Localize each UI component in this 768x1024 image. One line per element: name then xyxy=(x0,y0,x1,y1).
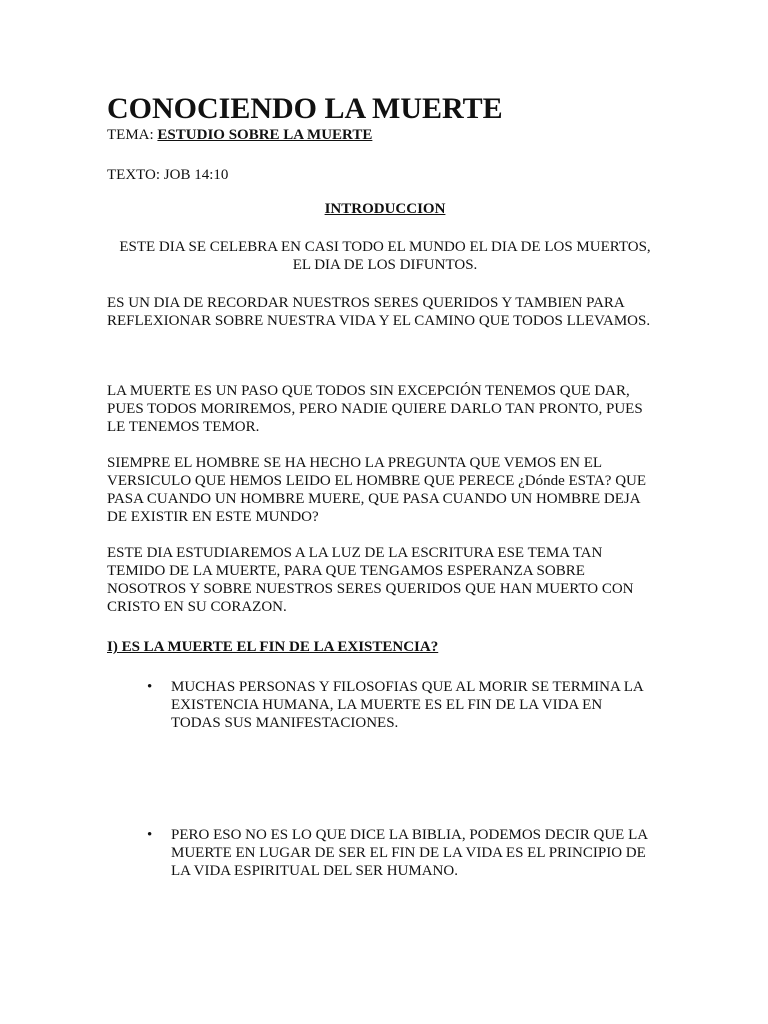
text-line: MUCHAS PERSONAS Y FILOSOFIAS QUE AL MORIR SE TERMINA LA xyxy=(171,679,644,695)
text-line: LE TENEMOS TEMOR. xyxy=(107,419,260,435)
text-line: CRISTO EN SU CORAZON. xyxy=(107,599,287,615)
text-line: SIEMPRE EL HOMBRE SE HA HECHO LA PREGUNTA QUE VEMOS EN EL xyxy=(107,455,603,471)
texto-line: TEXTO: JOB 14:10 xyxy=(107,167,229,183)
text-line: LA MUERTE ES UN PASO QUE TODOS SIN EXCEPCIÓN TENEMOS QUE DAR, xyxy=(107,383,630,399)
text-line: REFLEXIONAR SOBRE NUESTRA VIDA Y EL CAMINO QUE TODOS LLEVAMOS. xyxy=(107,313,651,329)
text-line: PASA CUANDO UN HOMBRE MUERE, QUE PASA CUANDO UN HOMBRE DEJA xyxy=(107,491,641,507)
text-line: TODAS SUS MANIFESTACIONES. xyxy=(171,715,399,731)
section-heading: I) ES LA MUERTE EL FIN DE LA EXISTENCIA? xyxy=(107,639,439,655)
tema-line xyxy=(107,126,663,144)
text-line: ESTE DIA SE CELEBRA EN CASI TODO EL MUNDO EL DIA DE LOS MUERTOS, xyxy=(119,239,651,255)
text-line: MUERTE EN LUGAR DE SER EL FIN DE LA VIDA ES EL PRINCIPIO DE xyxy=(171,845,646,861)
bullet-item xyxy=(107,826,663,880)
intro-centered-paragraph xyxy=(107,238,663,274)
text-line: TEMIDO DE LA MUERTE, PARA QUE TENGAMOS ESPERANZA SOBRE xyxy=(107,563,585,579)
text-line: PUES TODOS MORIREMOS, PERO NADIE QUIERE DARLO TAN PRONTO, PUES xyxy=(107,401,643,417)
text-line: VERSICULO QUE HEMOS LEIDO EL HOMBRE QUE PERECE ¿Dónde ESTA? QUE xyxy=(107,473,647,489)
text-line: LA VIDA ESPIRITUAL DEL SER HUMANO. xyxy=(171,863,458,879)
intro-heading: INTRODUCCION xyxy=(324,201,446,217)
text-line: PERO ESO NO ES LO QUE DICE LA BIBLIA, PODEMOS DECIR QUE LA xyxy=(171,827,649,843)
text-line: ESTE DIA ESTUDIAREMOS A LA LUZ DE LA ESCRITURA ESE TEMA TAN xyxy=(107,545,603,561)
text-line: DE EXISTIR EN ESTE MUNDO? xyxy=(107,509,319,525)
paragraph-2 xyxy=(107,382,663,436)
text-line: EXISTENCIA HUMANA, LA MUERTE ES EL FIN DE LA VIDA EN xyxy=(171,697,603,713)
document-title: CONOCIENDO LA MUERTE xyxy=(107,92,503,125)
bullet-icon: • xyxy=(147,827,153,843)
tema-label: TEMA: xyxy=(107,127,158,143)
paragraph-3 xyxy=(107,454,663,526)
tema-value: ESTUDIO SOBRE LA MUERTE xyxy=(157,127,373,143)
bullet-icon: • xyxy=(147,679,153,695)
text-line: NOSOTROS Y SOBRE NUESTROS SERES QUERIDOS QUE HAN MUERTO CON xyxy=(107,581,634,597)
bullet-item xyxy=(107,678,663,732)
text-line: ES UN DIA DE RECORDAR NUESTROS SERES QUERIDOS Y TAMBIEN PARA xyxy=(107,295,625,311)
paragraph-4 xyxy=(107,544,663,616)
paragraph-1 xyxy=(107,294,663,330)
text-line: EL DIA DE LOS DIFUNTOS. xyxy=(292,257,478,273)
document-page xyxy=(107,92,663,880)
